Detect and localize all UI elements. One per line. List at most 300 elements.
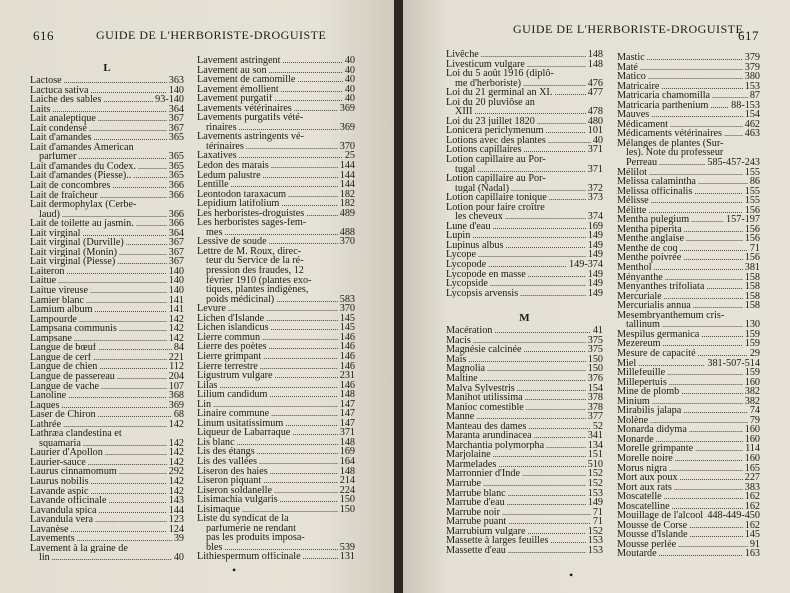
entry-page-ref: 169	[339, 447, 355, 457]
entry-term: Moscatelle	[617, 492, 662, 502]
index-entry	[617, 253, 760, 263]
index-entry	[617, 282, 760, 292]
entry-page-ref: 365	[168, 161, 184, 172]
index-entry	[197, 85, 355, 95]
leader-dots	[276, 295, 338, 305]
entry-page-ref: 156	[744, 224, 760, 235]
index-entry	[30, 257, 184, 267]
entry-term: Lycopode	[446, 260, 487, 270]
entry-term: Lait virginal (Durville)	[30, 238, 124, 248]
index-entry	[30, 382, 184, 392]
leader-dots	[665, 273, 743, 283]
entry-page-ref: 91	[749, 539, 760, 550]
index-entry	[30, 553, 184, 563]
entry-term: Lotion capillaire tonique	[446, 193, 547, 203]
entry-page-ref: 155	[744, 196, 760, 206]
entry-page-ref: 147	[339, 409, 355, 419]
index-entry	[446, 422, 603, 432]
entry-page-ref: 159	[744, 329, 760, 340]
entry-page-ref: 539	[339, 542, 355, 553]
leader-dots	[701, 330, 742, 340]
entry-page-ref: 144	[339, 170, 355, 181]
entry-page-ref: 158	[744, 291, 760, 302]
leader-dots	[689, 425, 743, 435]
entry-term: teur du Service de la ré-	[206, 256, 304, 267]
index-entry	[446, 193, 603, 203]
leader-dots	[488, 260, 567, 270]
leader-dots	[678, 540, 748, 550]
entry-page-ref: 162	[744, 520, 760, 531]
entry-term: Loi du 5 août 1916 (diplô-	[446, 69, 554, 79]
entry-term: Millefeuille	[617, 368, 666, 378]
entry-page-ref: 224	[339, 485, 355, 496]
leader-dots	[481, 50, 586, 60]
index-entry	[197, 505, 355, 515]
leader-dots	[281, 199, 337, 209]
index-entry	[617, 139, 760, 149]
leader-dots	[228, 304, 338, 314]
entry-page-ref: 123	[168, 515, 184, 525]
leader-dots	[94, 133, 167, 143]
entry-term: Lisimachia vulgaris	[197, 495, 278, 505]
leader-dots	[487, 364, 586, 374]
entry-term: Maranta arundinacea	[446, 431, 532, 441]
leader-dots	[307, 533, 353, 543]
entry-page-ref: 79	[749, 415, 760, 426]
entry-page-ref: 84	[173, 343, 184, 353]
entry-page-ref: 478	[587, 107, 603, 117]
index-entry	[197, 447, 355, 457]
entry-term: Minium	[617, 396, 650, 407]
leader-dots	[262, 333, 338, 343]
leader-dots	[263, 171, 338, 181]
entry-page-ref: 146	[339, 380, 355, 391]
entry-page-ref: 68	[173, 410, 184, 420]
entry-page-ref: 142	[168, 333, 184, 344]
index-entry	[617, 63, 760, 73]
entry-page-ref: 157-197	[726, 215, 760, 225]
entry-term: Laurier d'Apollon	[30, 448, 103, 458]
entry-term: Mezereum	[617, 339, 661, 349]
leader-dots	[650, 416, 748, 426]
index-entry	[197, 409, 355, 419]
entry-term: Miel	[617, 358, 637, 369]
entry-term: Lavement émollient	[197, 84, 279, 95]
index-entry	[30, 525, 184, 535]
entry-term: Mesure de capacité	[617, 348, 696, 359]
entry-page-ref: 142	[168, 486, 184, 497]
entry-page-ref: 383	[744, 482, 760, 493]
entry-term: parfumerie ne rendant	[206, 523, 296, 534]
entry-page-ref: 375	[587, 335, 603, 346]
entry-page-ref: 40	[344, 65, 355, 76]
entry-term: Lentille	[197, 180, 229, 190]
entry-page-ref: 182	[339, 189, 355, 200]
leader-dots	[138, 162, 167, 172]
entry-page-ref: 52	[592, 421, 603, 432]
entry-page-ref: 370	[339, 141, 355, 152]
entry-term: Maïs	[446, 354, 467, 365]
entry-term: Morus nigra	[617, 463, 668, 474]
index-entry	[446, 393, 603, 403]
index-entry	[446, 250, 603, 260]
index-entry	[617, 158, 760, 168]
entry-page-ref: 364	[168, 228, 184, 239]
entry-page-ref: 40	[344, 84, 355, 95]
entry-term: Lathræa clandestina et	[30, 429, 122, 439]
entry-term: Lycopside	[446, 279, 488, 289]
leader-dots	[79, 315, 167, 325]
entry-term: Lavande officinale	[30, 496, 107, 506]
leader-dots	[683, 253, 743, 263]
index-entry	[197, 371, 355, 381]
index-entry	[197, 304, 355, 314]
entry-term: rinaires	[206, 122, 237, 133]
index-entry	[446, 98, 603, 108]
index-entry	[617, 311, 760, 321]
entry-term: Laiche des sables	[30, 95, 102, 105]
entry-term: Lathrée	[30, 419, 62, 430]
index-entry	[197, 171, 355, 181]
entry-page-ref: 149	[587, 250, 603, 261]
entry-page-ref: 149	[587, 288, 603, 299]
leader-dots	[64, 76, 167, 86]
entry-term: Lotion capillaire au Por-	[446, 174, 546, 184]
index-entry	[617, 540, 760, 550]
index-entry	[30, 458, 184, 468]
leader-dots	[88, 458, 167, 468]
leader-dots	[213, 400, 338, 410]
entry-page-ref: 149	[587, 231, 603, 241]
entry-term: Lait virginal	[30, 228, 81, 239]
leader-dots	[661, 82, 742, 92]
entry-page-ref: 149	[587, 269, 603, 280]
entry-page-ref: 152	[587, 478, 603, 489]
index-entry	[30, 267, 184, 277]
leader-dots	[271, 409, 338, 419]
section-letter-M: M	[519, 312, 530, 325]
right-page	[403, 0, 790, 593]
leader-dots	[694, 187, 742, 197]
index-entry	[197, 486, 355, 496]
right-index-column-1	[446, 50, 603, 555]
leader-dots	[698, 177, 748, 187]
entry-page-ref: 148	[339, 437, 355, 448]
leader-dots	[517, 384, 586, 394]
leader-dots	[490, 279, 586, 289]
entry-term: Marrubium vulgare	[446, 526, 526, 537]
entry-page-ref: 140	[168, 276, 184, 287]
leader-dots	[98, 506, 166, 516]
entry-term: Moutarde	[617, 549, 657, 559]
entry-page-ref: 153	[587, 488, 603, 499]
entry-page-ref: 365	[168, 171, 184, 182]
index-entry	[30, 391, 184, 401]
index-entry	[197, 75, 355, 85]
entry-term: Lampsana communis	[30, 324, 117, 334]
leader-dots	[522, 469, 586, 479]
index-entry	[446, 60, 603, 70]
entry-page-ref: 156	[744, 205, 760, 216]
index-entry	[617, 330, 760, 340]
entry-term: Laurus cinnamomum	[30, 467, 117, 477]
entry-term: Perreau	[626, 158, 658, 168]
leader-dots	[282, 56, 342, 66]
entry-term: Marrube blanc	[446, 488, 506, 499]
leader-dots	[508, 489, 586, 499]
entry-term: Lavandula spica	[30, 505, 97, 516]
leader-dots	[695, 444, 743, 454]
leader-dots	[239, 123, 338, 133]
index-entry	[617, 378, 760, 388]
entry-term: Liseron des haies	[197, 466, 268, 477]
leader-dots	[91, 86, 167, 96]
entry-term: Lotions capillaires	[446, 145, 522, 156]
index-entry	[446, 489, 603, 499]
entry-term: Lilas	[197, 380, 218, 391]
index-entry	[197, 161, 355, 171]
entry-term: tugal	[455, 164, 476, 175]
entry-page-ref: 40	[344, 94, 355, 104]
left-index-column-2	[197, 56, 355, 562]
entry-term: Laques	[30, 400, 60, 411]
index-entry	[446, 460, 603, 470]
index-entry	[30, 534, 184, 544]
entry-term: Lisimaque	[197, 504, 241, 515]
leader-dots	[524, 345, 586, 355]
entry-term: Leontodon taraxacum	[197, 189, 287, 200]
leader-dots	[298, 524, 353, 534]
leader-dots	[480, 374, 586, 384]
entry-term: Langue de vache	[30, 381, 100, 392]
leader-dots	[90, 286, 167, 296]
leader-dots	[546, 126, 586, 136]
entry-page-ref: 366	[168, 181, 184, 191]
entry-page-ref: 152	[587, 469, 603, 479]
index-entry	[197, 438, 355, 448]
entry-page-ref: 41	[592, 326, 603, 336]
index-entry	[446, 326, 603, 336]
entry-page-ref: 227	[744, 473, 760, 483]
entry-page-ref: 182	[339, 199, 355, 209]
entry-term: Molène	[617, 415, 649, 426]
index-entry	[197, 199, 355, 209]
entry-page-ref: 367	[168, 123, 184, 134]
index-entry	[446, 384, 603, 394]
entry-term: Lierre commun	[197, 332, 261, 343]
entry-page-ref: 370	[339, 304, 355, 314]
leader-dots	[260, 362, 338, 372]
entry-page-ref: 114	[745, 444, 760, 454]
entry-page-ref: 510	[587, 459, 603, 470]
leader-dots	[98, 410, 172, 420]
entry-page-ref: 160	[744, 434, 760, 445]
entry-term: Lupinus albus	[446, 240, 504, 251]
entry-page-ref: 71	[592, 507, 603, 518]
index-entry	[30, 544, 184, 554]
entry-term: Lierre grimpant	[197, 351, 262, 362]
leader-dots	[554, 88, 585, 98]
leader-dots	[83, 439, 167, 449]
entry-term: Lycopsis arvensis	[446, 288, 519, 299]
leader-dots	[525, 393, 586, 403]
entry-page-ref: 382	[744, 387, 760, 397]
entry-page-ref: 144	[168, 505, 184, 516]
entry-term: Ledon des marais	[197, 161, 269, 171]
index-entry	[617, 397, 760, 407]
entry-term: Lait d'amandes (Piesse)..	[30, 171, 132, 182]
index-entry	[197, 66, 355, 76]
entry-term: Monarda didyma	[617, 425, 687, 435]
entry-term: Lavandula vera	[30, 515, 94, 525]
leader-dots	[651, 110, 742, 120]
entry-page-ref: 147	[339, 418, 355, 429]
entry-page-ref: 146	[339, 332, 355, 343]
entry-term: Lycopode en masse	[446, 269, 526, 280]
index-entry	[446, 174, 603, 184]
index-entry	[617, 349, 760, 359]
leader-dots	[493, 450, 586, 460]
leader-dots	[237, 438, 338, 448]
index-entry	[197, 247, 355, 257]
index-entry	[617, 368, 760, 378]
entry-term: Lis des vallées	[197, 456, 257, 467]
entry-term: Lonicera periclymenum	[446, 126, 544, 136]
entry-term: Mastic	[617, 53, 645, 63]
index-entry	[446, 508, 603, 518]
leader-dots	[105, 448, 167, 458]
entry-term: Lin	[197, 399, 212, 410]
entry-term: Melissa officinalis	[617, 186, 693, 197]
entry-page-ref: 204	[168, 371, 184, 382]
entry-term: Monarde	[617, 434, 654, 445]
entry-term: Lavements astringents vé-	[197, 132, 304, 142]
leader-dots	[505, 241, 585, 251]
entry-term: Loi du 20 pluviôse an	[446, 97, 535, 108]
leader-dots	[649, 168, 743, 178]
entry-term: Liqueur de Labarraque	[197, 428, 291, 438]
index-entry	[30, 105, 184, 115]
index-entry	[446, 203, 603, 213]
entry-page-ref: 371	[587, 164, 603, 175]
index-entry	[30, 200, 184, 210]
leader-dots	[259, 457, 338, 467]
entry-page-ref: 380	[744, 72, 760, 82]
leader-dots	[537, 117, 586, 127]
leader-dots	[528, 422, 590, 432]
leader-dots	[270, 467, 338, 477]
entry-term: Mine de plomb	[617, 387, 680, 397]
entry-term: Lavement de camomille	[197, 75, 296, 85]
entry-term: Massette d'eau	[446, 545, 506, 556]
entry-term: laud)	[39, 209, 60, 220]
entry-term: Laitue	[30, 276, 57, 287]
entry-term: Lavement purgatif	[197, 94, 273, 104]
index-entry	[617, 177, 760, 187]
index-entry	[30, 410, 184, 420]
entry-term: Melissa calamintha	[617, 177, 696, 187]
entry-page-ref: 142	[168, 438, 184, 449]
index-entry	[197, 314, 355, 324]
entry-term: Millepertuis	[617, 377, 667, 388]
entry-term: Marronnier d'Inde	[446, 469, 520, 479]
entry-term: Lotions avec des plantes	[446, 135, 546, 146]
entry-term: Laiteron	[30, 266, 65, 277]
leader-dots	[691, 215, 724, 225]
leader-dots	[664, 492, 743, 502]
leader-dots	[511, 184, 586, 194]
leader-dots	[294, 104, 338, 114]
entry-term: Ledum palustre	[197, 170, 261, 181]
leader-dots	[52, 553, 172, 563]
index-entry	[197, 333, 355, 343]
entry-page-ref: 140	[168, 85, 184, 96]
index-entry	[30, 496, 184, 506]
entry-page-ref: 158	[744, 301, 760, 311]
entry-term: Lait virginal (Monin)	[30, 247, 117, 258]
entry-term: Loi du 23 juillet 1820	[446, 116, 535, 127]
index-entry	[617, 110, 760, 120]
leader-dots	[712, 91, 748, 101]
right-running-title: GUIDE DE L'HERBORISTE-DROGUISTE	[513, 22, 744, 36]
entry-page-ref: 379	[744, 53, 760, 63]
index-entry	[617, 530, 760, 540]
entry-page-ref: 142	[168, 419, 184, 430]
index-entry	[30, 324, 184, 334]
entry-page-ref: 142	[168, 314, 184, 325]
index-entry	[197, 428, 355, 438]
entry-page-ref: 169	[587, 221, 603, 232]
entry-page-ref: 150	[587, 354, 603, 365]
leader-dots	[640, 63, 743, 73]
leader-dots	[546, 441, 586, 451]
leader-dots	[648, 72, 743, 82]
leader-dots	[275, 371, 338, 381]
entry-page-ref: 371	[587, 145, 603, 156]
entry-term: Liseron soldanelle	[197, 485, 272, 496]
entry-term: Lichen d'Islande	[197, 313, 265, 324]
index-entry	[617, 406, 760, 416]
index-entry	[617, 215, 760, 225]
entry-term: Liseron piquant	[197, 476, 262, 486]
left-page-number: 616	[33, 28, 54, 43]
entry-page-ref: 159	[744, 368, 760, 378]
right-page-number: 617	[738, 28, 759, 43]
entry-term: Mousse perlée	[617, 539, 677, 550]
index-entry	[446, 412, 603, 422]
entry-page-ref: 341	[587, 431, 603, 441]
index-entry	[197, 400, 355, 410]
entry-page-ref: 369	[339, 122, 355, 133]
entry-term: Mort aux poux	[617, 473, 678, 483]
leader-dots	[63, 420, 167, 430]
entry-page-ref: 88-153	[731, 100, 760, 111]
entry-page-ref: 86	[749, 177, 760, 187]
index-entry	[617, 82, 760, 92]
leader-dots	[61, 401, 166, 411]
index-entry	[30, 362, 184, 372]
entry-term: Lotion capillaire au Por-	[446, 155, 546, 165]
leader-dots	[101, 382, 167, 392]
entry-page-ref: 40	[344, 56, 355, 66]
entry-term: Moscatelline	[617, 501, 670, 512]
entry-term: Matricaria chamomilla	[617, 91, 711, 101]
leader-dots	[478, 250, 586, 260]
index-entry	[446, 69, 603, 79]
entry-page-ref: 149	[587, 240, 603, 251]
leader-dots	[271, 323, 338, 333]
entry-page-ref: 142	[168, 324, 184, 334]
